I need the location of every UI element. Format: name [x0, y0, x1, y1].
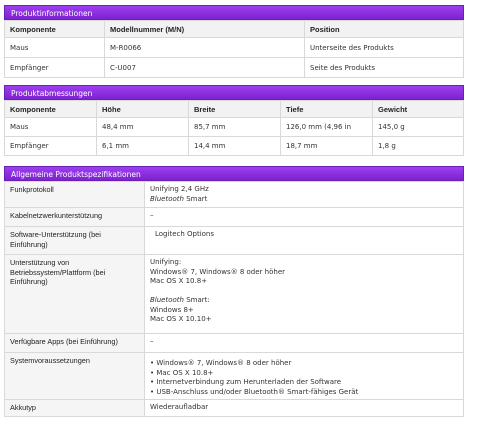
- list-item: • Internetverbindung zum Herunterladen der Software: [150, 378, 342, 386]
- spec-label: Software-Unterstützung (bei Einführung): [5, 227, 145, 255]
- spec-line: [150, 296, 458, 306]
- table-row: [5, 58, 464, 78]
- spec-row-funkprotokoll: [5, 182, 464, 208]
- list-item: • Windows® 7, Windows® 8 oder höher: [150, 359, 292, 367]
- produktinformationen-section: [4, 5, 464, 78]
- spec-row-apps: [5, 334, 464, 353]
- column-header: Höhe: [97, 101, 189, 118]
- spec-line: Mac OS X 10.10+: [150, 315, 212, 323]
- column-header: Tiefe: [281, 101, 373, 118]
- list-item: • USB-Anschluss und/oder Bluetooth® Smart-fähiges Gerät: [150, 387, 359, 396]
- table-cell: 85,7 mm: [189, 118, 281, 137]
- table-cell: 14,4 mm: [189, 137, 281, 156]
- table-cell: M-R0066: [105, 38, 305, 58]
- spec-line: [150, 195, 458, 205]
- table-cell: C-U007: [105, 58, 305, 78]
- spacer: [150, 287, 458, 297]
- spec-line: Windows® 7, Windows® 8 oder höher: [150, 267, 286, 276]
- table-cell: 18,7 mm: [281, 137, 373, 156]
- table-cell: 126,0 mm (4,96 in: [281, 118, 373, 137]
- table-cell: Unterseite des Produkts: [305, 38, 464, 58]
- spec-line: Mac OS X 10.8+: [150, 277, 208, 285]
- spec-text: Smart:: [183, 296, 210, 304]
- table-cell: 145,0 g: [373, 118, 464, 137]
- table-cell: Maus: [5, 118, 97, 137]
- bluetooth-text: Bluetooth: [150, 296, 184, 304]
- produktabmessungen-table: [4, 100, 464, 156]
- spec-line: Unifying:: [150, 258, 182, 266]
- spec-value: –: [145, 334, 464, 353]
- table-cell: 1,8 g: [373, 137, 464, 156]
- table-header-row: [5, 101, 464, 118]
- spec-label: Unterstützung von Betriebssystem/Plattform (bei Einführung): [5, 255, 145, 334]
- list-item: • Mac OS X 10.8+: [150, 368, 214, 377]
- table-cell: 6,1 mm: [97, 137, 189, 156]
- table-row: [5, 38, 464, 58]
- spec-row-akku: [5, 400, 464, 417]
- spec-value: [145, 182, 464, 208]
- spec-value: –: [145, 208, 464, 227]
- spec-label: Verfügbare Apps (bei Einführung): [5, 334, 145, 353]
- table-header-row: [5, 21, 464, 38]
- column-header: Gewicht: [373, 101, 464, 118]
- spec-label: Akkutyp: [5, 400, 145, 417]
- spec-line: Windows 8+: [150, 305, 194, 314]
- spezifikationen-section: [4, 166, 464, 417]
- spec-row-system: [5, 353, 464, 400]
- column-header: Komponente: [5, 21, 105, 38]
- table-row: [5, 118, 464, 137]
- spec-value: Logitech Options: [145, 227, 464, 255]
- table-row: [5, 137, 464, 156]
- spec-line: Unifying 2,4 GHz: [150, 185, 209, 193]
- table-cell: Empfänger: [5, 137, 97, 156]
- spezifikationen-header: Allgemeine Produktspezifikationen: [4, 166, 464, 181]
- spec-value: [145, 353, 464, 400]
- spec-value: [145, 255, 464, 334]
- produktabmessungen-header: Produktabmessungen: [4, 85, 464, 100]
- produktinformationen-table: [4, 20, 464, 78]
- produktabmessungen-section: [4, 85, 464, 156]
- bluetooth-text: Bluetooth: [150, 194, 184, 203]
- spezifikationen-table: [4, 181, 464, 417]
- spec-label: Kabelnetzwerkunterstützung: [5, 208, 145, 227]
- spec-value: Wiederaufladbar: [145, 400, 464, 417]
- spec-text: Smart: [183, 194, 208, 203]
- column-header: Position: [305, 21, 464, 38]
- column-header: Modellnummer (M/N): [105, 21, 305, 38]
- table-cell: 48,4 mm: [97, 118, 189, 137]
- table-cell: Seite des Produkts: [305, 58, 464, 78]
- column-header: Breite: [189, 101, 281, 118]
- spec-row-software: [5, 227, 464, 255]
- spec-label: Funkprotokoll: [5, 182, 145, 208]
- spec-label: Systemvoraussetzungen: [5, 353, 145, 400]
- table-cell: Maus: [5, 38, 105, 58]
- column-header: Komponente: [5, 101, 97, 118]
- spec-row-kabel: [5, 208, 464, 227]
- table-cell: Empfänger: [5, 58, 105, 78]
- spec-row-os: [5, 255, 464, 334]
- produktinformationen-header: Produktinformationen: [4, 5, 464, 20]
